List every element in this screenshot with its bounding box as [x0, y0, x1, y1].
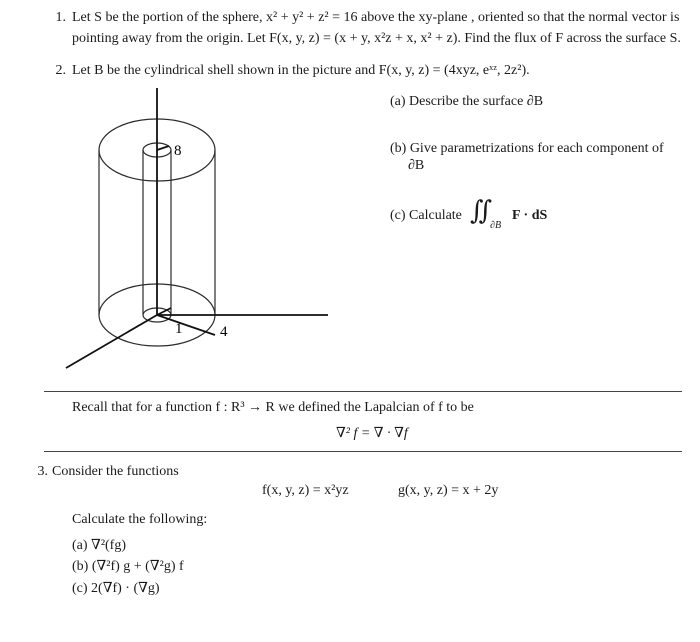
x-axis — [66, 315, 157, 368]
calculate-heading: Calculate the following: — [72, 512, 208, 527]
inner-radius-label: 1 — [175, 321, 183, 337]
problem-2c-prefix: (c) Calculate — [390, 208, 462, 223]
divider-top — [44, 391, 682, 392]
height-marker — [157, 146, 169, 150]
problem-2b-line-1: (b) Give parametrizations for each component of — [390, 141, 664, 156]
problem-2-number: 2. — [55, 63, 66, 78]
outer-radius-tick — [157, 315, 215, 335]
cylindrical-shell-figure — [60, 80, 340, 380]
problem-2b-line-2: ∂B — [408, 158, 425, 173]
problem-3-intro: Consider the functions — [52, 464, 179, 479]
height-label: 8 — [174, 143, 182, 159]
problem-1-number: 1. — [55, 10, 66, 25]
problem-2a: (a) Describe the surface ∂B — [390, 94, 544, 109]
problem-3a: (a) ∇²(fg) — [72, 538, 126, 553]
problem-2-intro: Let B be the cylindrical shell shown in the picture and F(x, y, z) = (4xyz, eˣᶻ, 2z²). — [72, 63, 530, 78]
problem-1-line-1: Let S be the portion of the sphere, x² + y² + z² = 16 above the xy-plane , oriented so that the normal vector is — [72, 10, 680, 25]
problem-3b: (b) (∇²f) g + (∇²g) f — [72, 559, 184, 574]
function-f: f(x, y, z) = x²yz — [262, 483, 349, 498]
problem-3c: (c) 2(∇f) · (∇g) — [72, 581, 160, 596]
recall-text: Recall that for a function f : R³ → R we defined the Lapalcian of f to be — [72, 400, 474, 415]
outer-radius-label: 4 — [220, 324, 228, 340]
problem-1-line-2: pointing away from the origin. Let F(x, y, z) = (x + y, x²z + x, x² + z). Find the flux of F across the surface S. — [72, 31, 681, 46]
divider-bottom — [44, 451, 682, 452]
function-g: g(x, y, z) = x + 2y — [398, 483, 499, 498]
laplacian-definition: ∇² f = ∇ · ∇f — [336, 426, 408, 441]
problem-3-number: 3. — [37, 464, 48, 479]
surface-integral-symbol: ∬ — [470, 196, 493, 225]
integral-subscript: ∂B — [490, 220, 502, 231]
integrand: F · dS — [512, 208, 548, 223]
